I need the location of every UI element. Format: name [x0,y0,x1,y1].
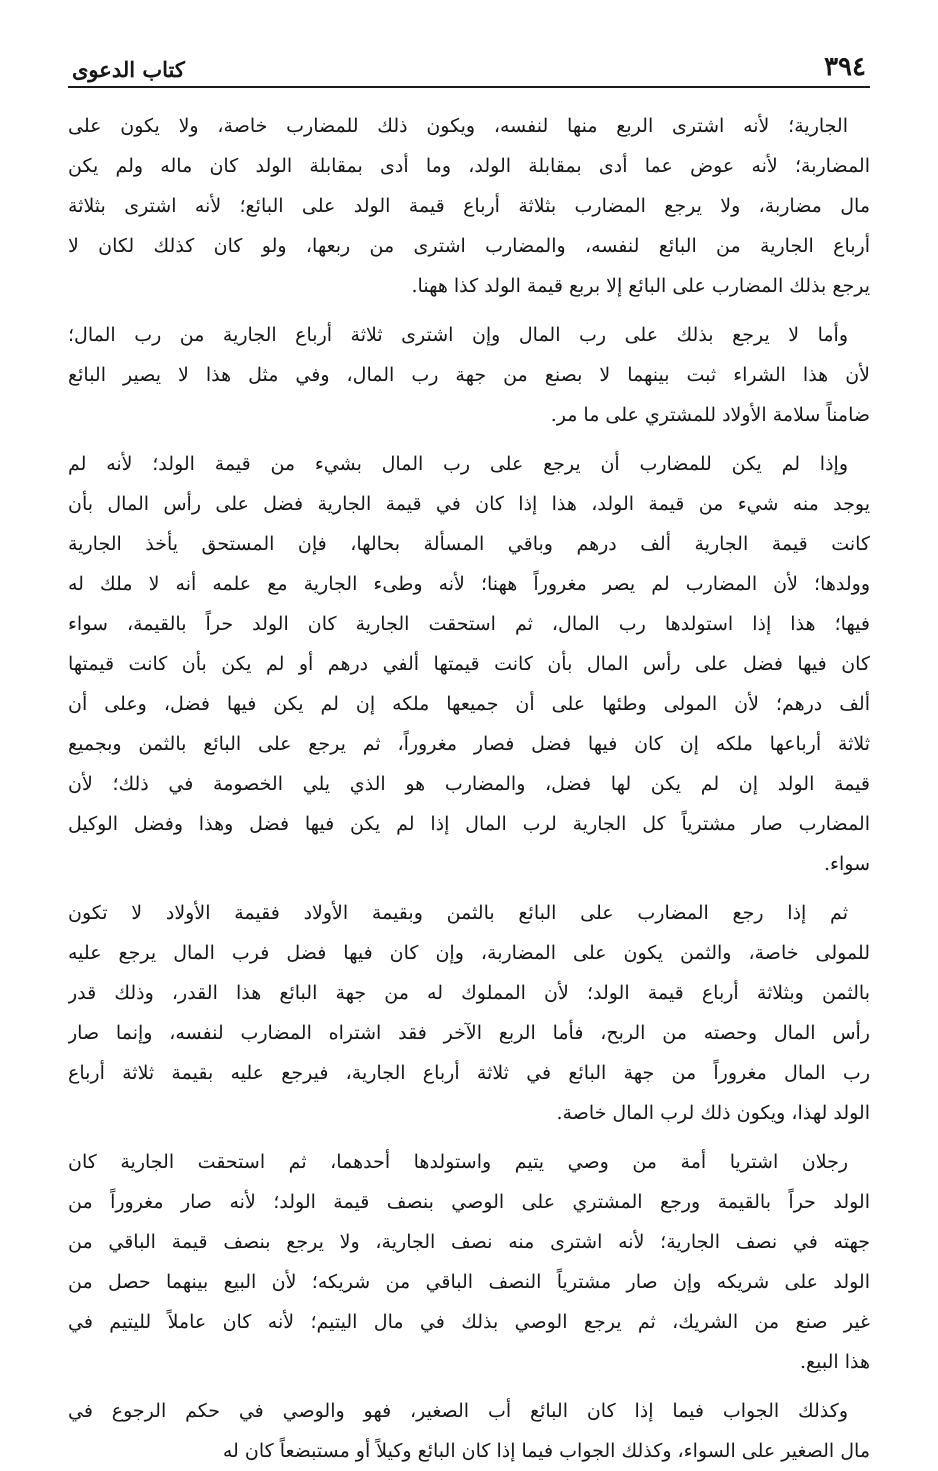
text-line: غير صنع من الشريك، ثم يرجع الوصي بذلك في مال اليتيم؛ لأنه كان عاملاً لليتيم في [68,1311,870,1333]
text-line: ألف درهم؛ لأن المولى وطئها على أن جميعها ملكه إن لم يكن فيها فضل، وعلى أن [68,693,870,715]
text-line: يوجد منه شيء من قيمة الولد، هذا إذا كان في قيمة الجارية فضل على رأس المال بأن [68,493,870,515]
text-line: رأس المال وحصته من الربح، فأما الربع الآخر فقد اشتراه المضارب لنفسه، وإنما صار [68,1022,870,1044]
text-line: الجارية؛ لأنه اشترى الربع منها لنفسه، ويكون ذلك للمضارب خاصة، ولا يكون على [68,115,848,137]
text-line: ثلاثة أرباعها ملكه إن كان فيها فضل فصار مغروراً، ثم يرجع على البائع بالثمن وبجميع [68,733,870,755]
text-line: ضامناً سلامة الأولاد للمشتري على ما مر. [550,404,870,426]
text-line: مال مضاربة، ولا يرجع المضارب بثلاثة أرباع قيمة الولد على البائع؛ لأنه اشترى بثلاثة [68,195,870,217]
text-line: للمولى خاصة، والثمن يكون على المضاربة، وإن كان فيها فضل فرب المال يرجع عليه [68,942,870,964]
text-line: يرجع بذلك المضارب على البائع إلا بربع قيمة الولد كذا ههنا. [411,275,870,297]
text-line: جهته في نصف الجارية؛ لأنه اشترى منه نصف الجارية، ولا يرجع بنصف قيمة الباقي من [68,1231,870,1253]
text-line: الولد على شريكه وإن صار مشترياً النصف الباقي من شريكه؛ لأن البيع بينهما حصل من [68,1271,870,1293]
text-line: مال الصغير على السواء، وكذلك الجواب فيما إذا كان البائع وكيلاً أو مستبضعاً كان له [222,1440,870,1462]
text-line: فيها؛ هذا إذا استولدها رب المال، ثم استحقت الجارية كان الولد حراً بالقيمة، سواء [68,613,870,635]
text-line: هذا البيع. [800,1351,870,1373]
text-line: لأن هذا الشراء ثبت بينهما لا بصنع من جهة رب المال، وفي مثل هذا لا يصير البائع [68,364,870,386]
text-line: الولد حراً بالقيمة ورجع المشتري على الوصي بنصف قيمة الولد؛ لأنه صار مغروراً من [68,1191,870,1213]
text-line: رب المال مغروراً من جهة البائع في ثلاثة أرباع الجارية، فيرجع عليه بقيمة ثلاثة أرباع [68,1062,870,1084]
text-line: وإذا لم يكن للمضارب أن يرجع على رب المال بشيء من قيمة الولد؛ لأنه لم [68,453,848,475]
paragraph [68,444,870,884]
text-line: بالثمن وبثلاثة أرباع قيمة الولد؛ لأن المملوك له من جهة البائع هذا القدر، وذلك قدر [68,982,870,1004]
text-line: وولدها؛ لأن المضارب لم يصر مغروراً ههنا؛ لأنه وطىء الجارية مع علمه أنه لا ملك له [68,573,870,595]
text-line: قيمة الولد إن لم يكن لها فضل، والمضارب هو الذي يلي الخصومة في ذلك؛ لأن [68,773,870,795]
paragraph [68,893,870,1133]
text-line: المضاربة؛ لأنه عوض عما أدى بمقابلة الولد، وما أدى بمقابلة الولد كان ماله ولم يكن [68,155,870,177]
text-line: كانت قيمة الجارية ألف درهم وباقي المسألة بحالها، فإن المستحق يأخذ الجارية [68,533,870,555]
text-line: وكذلك الجواب فيما إذا كان البائع أب الصغير، فهو والوصي في حكم الرجوع في [68,1400,848,1422]
paragraph [68,315,870,435]
text-line: كان فيها فضل على رأس المال بأن كانت قيمتها ألفي درهم أو لم يكن بأن كانت قيمتها [68,653,870,675]
paragraph [68,106,870,306]
paragraph [68,1142,870,1382]
text-line: سواء. [824,853,870,875]
page-number: ٣٩٤ [824,52,866,82]
text-line: رجلان اشتريا أمة من وصي يتيم واستولدها أحدهما، ثم استحقت الجارية كان [68,1151,848,1173]
text-line: وأما لا يرجع بذلك على رب المال وإن اشترى ثلاثة أرباع الجارية من رب المال؛ [68,324,848,346]
page-header [68,40,870,88]
text-line: أرباع الجارية من البائع لنفسه، والمضارب اشترى من ربعها، ولو كان كذلك لكان لا [68,235,870,257]
book-title: كتاب الدعوى [72,57,185,82]
body-text [68,106,870,1471]
paragraph [68,1391,870,1471]
text-line: المضارب صار مشترياً كل الجارية لرب المال إذا لم يكن فيها فضل وهذا وفضل الوكيل [68,813,870,835]
text-line: الولد لهذا، ويكون ذلك لرب المال خاصة. [556,1102,870,1124]
text-line: ثم إذا رجع المضارب على البائع بالثمن وبقيمة الأولاد فقيمة الأولاد لا تكون [68,902,848,924]
